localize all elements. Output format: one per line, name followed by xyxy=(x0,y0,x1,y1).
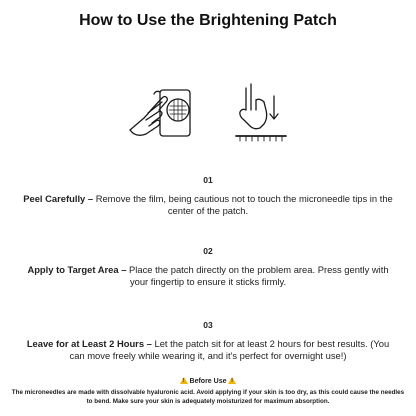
step-heading: Apply to Target Area xyxy=(27,264,119,275)
usage-illustration xyxy=(118,80,298,152)
step-3 xyxy=(20,319,396,362)
step-1 xyxy=(20,174,396,217)
step-number: 03 xyxy=(203,320,213,330)
before-use-notice: The microneedles are made with dissolvable hyaluronic acid. Avoid applying if your skin is too dry, as this could cause the needles to bend. Make sure your skin is adequately moisturized for maximum absorption. xyxy=(11,389,405,405)
step-separator: – xyxy=(144,338,155,349)
hand-peeling-patch-icon xyxy=(130,90,190,136)
step-description: Place the patch directly on the problem area. Press gently with your fingertip to ensure it sticks firmly. xyxy=(129,264,389,287)
before-use-label: Before Use xyxy=(189,378,227,385)
before-use-heading xyxy=(0,377,416,385)
step-heading: Peel Carefully xyxy=(23,193,86,204)
warning-icon xyxy=(180,377,188,384)
step-description: Let the patch sit for at least 2 hours for best results. (You can move freely while wearing it, and it's perfect for overnight use!) xyxy=(69,338,390,361)
page-title: How to Use the Brightening Patch xyxy=(79,12,337,29)
step-2 xyxy=(20,245,396,288)
step-separator: – xyxy=(85,193,96,204)
step-separator: – xyxy=(118,264,130,275)
finger-pressing-skin-icon xyxy=(236,84,286,141)
step-heading: Leave for at Least 2 Hours xyxy=(26,338,145,349)
step-text xyxy=(23,193,393,216)
step-description: Remove the film, being cautious not to touch the microneedle tips in the center of the patch. xyxy=(95,193,393,216)
step-number: 01 xyxy=(203,175,213,185)
step-text xyxy=(27,338,389,361)
step-number: 02 xyxy=(203,246,213,256)
warning-icon xyxy=(228,377,236,384)
step-text xyxy=(27,264,388,287)
